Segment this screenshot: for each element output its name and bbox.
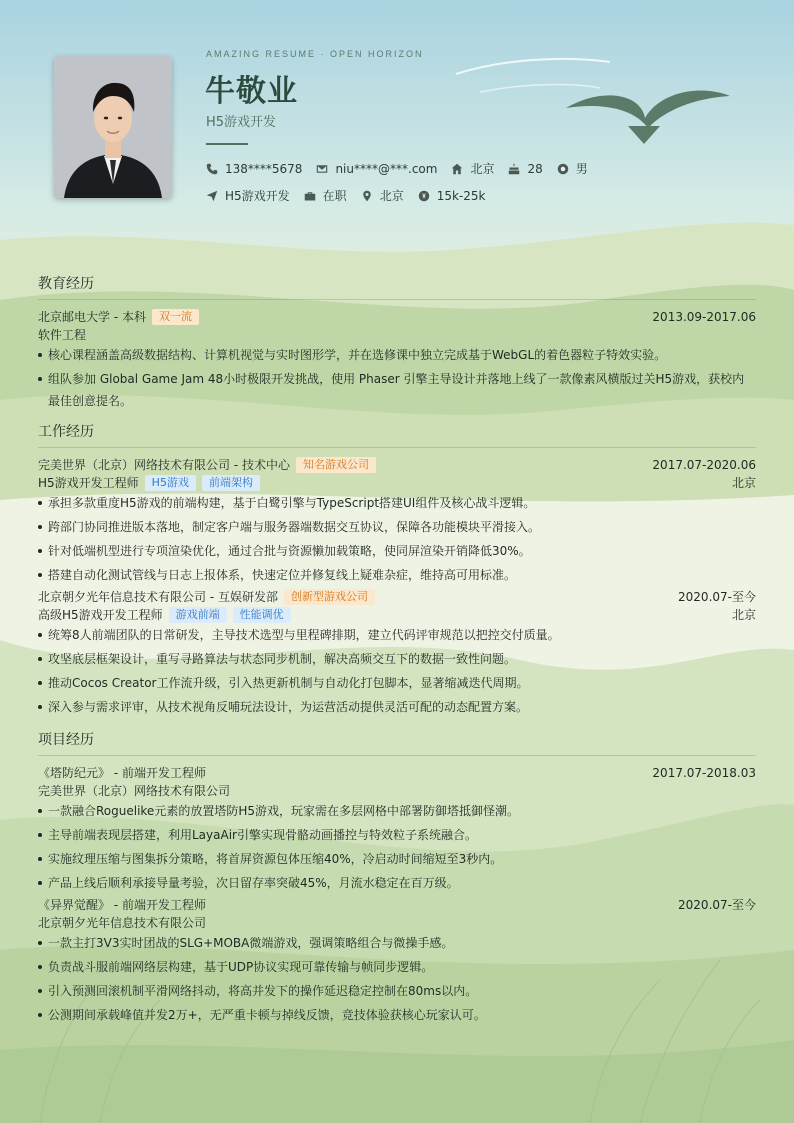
list-item: 引入预测回滚机制平滑网络抖动，将高并发下的操作延迟稳定控制在80ms以内。 — [38, 980, 756, 1002]
job-city: 北京 — [731, 476, 756, 490]
project-name: 《异界觉醒》 - 前端开发工程师 — [38, 898, 206, 912]
project-name: 《塔防纪元》 - 前端开发工程师 — [38, 766, 206, 780]
project-bullets — [38, 932, 756, 1026]
projects-section — [38, 729, 756, 1028]
phone-text: 138****5678 — [225, 161, 303, 176]
home-icon — [451, 163, 463, 175]
job-tag: 游戏前端 — [169, 607, 227, 623]
project-company-line — [38, 782, 756, 800]
location-pin-icon — [361, 190, 373, 202]
education-section — [38, 273, 756, 414]
work-title: 工作经历 — [38, 421, 756, 448]
list-item: 搭建自动化测试管线与日志上报体系，快速定位并修复线上疑难杂症，维持高可用标准。 — [38, 564, 756, 586]
job-tag: 性能调优 — [233, 607, 291, 623]
contact-row-1 — [206, 160, 602, 177]
project-head — [38, 764, 756, 782]
phone-icon — [206, 163, 218, 175]
candidate-role: H5游戏开发 — [206, 115, 277, 130]
age-text: 28 — [527, 161, 543, 176]
education-entry-head — [38, 308, 756, 326]
project-head — [38, 896, 756, 914]
job-period: 2020.07-至今 — [678, 590, 756, 604]
list-item: 组队参加 Global Game Jam 48小时极限开发挑战，使用 Phaser 引擎主导设计并落地上线了一款像素风横版过关H5游戏，获校内最佳创意提名。 — [38, 368, 756, 412]
project-company: 完美世界（北京）网络技术有限公司 — [38, 784, 231, 798]
job-head — [38, 588, 756, 606]
education-bullets — [38, 344, 756, 412]
list-item: 一款主打3V3实时团战的SLG+MOBA微端游戏，强调策略组合与微操手感。 — [38, 932, 756, 954]
job-intent-text: H5游戏开发 — [225, 189, 290, 203]
company-badge: 知名游戏公司 — [296, 457, 376, 473]
list-item: 核心课程涵盖高级数据结构、计算机视觉与实时图形学，并在选修课中独立完成基于WebGL的着色器粒子特效实验。 — [38, 344, 756, 366]
gender-info — [557, 160, 588, 177]
list-item: 负责战斗服前端网络层构建，基于UDP协议实现可靠传输与帧同步逻辑。 — [38, 956, 756, 978]
email-text: niu****@***.com — [335, 161, 438, 176]
gender-icon — [557, 163, 569, 175]
list-item: 攻坚底层框架设计，重写寻路算法与状态同步机制，解决高频交互下的数据一致性问题。 — [38, 648, 756, 670]
phone-info — [206, 162, 302, 176]
project-company-line — [38, 914, 756, 932]
mail-icon — [316, 163, 328, 175]
job-bullets — [38, 624, 756, 718]
project-bullets — [38, 800, 756, 894]
school-badge: 双一流 — [152, 309, 199, 325]
target-city-info — [361, 187, 404, 204]
company-name: 北京朝夕光年信息技术有限公司 - 互娱研发部 — [38, 590, 278, 604]
project-company: 北京朝夕光年信息技术有限公司 — [38, 916, 207, 930]
company-badge: 创新型游戏公司 — [284, 589, 375, 605]
money-icon — [418, 190, 430, 202]
major-name: 软件工程 — [38, 328, 87, 342]
project-entry — [38, 896, 756, 1026]
contact-row-2 — [206, 187, 499, 204]
list-item: 统筹8人前端团队的日常研发，主导技术选型与里程碑排期，建立代码评审规范以把控交付质量。 — [38, 624, 756, 646]
job-head — [38, 456, 756, 474]
education-title: 教育经历 — [38, 273, 756, 300]
email-info — [316, 162, 437, 176]
cake-icon — [508, 163, 520, 175]
job-city: 北京 — [731, 608, 756, 622]
job-position: H5游戏开发工程师 — [38, 476, 139, 490]
job-bullets — [38, 492, 756, 586]
resume-tagline: AMAZING RESUME · OPEN HORIZON — [206, 49, 424, 59]
job-tag: H5游戏 — [145, 475, 196, 491]
age-info — [508, 162, 542, 176]
job-position: 高级H5游戏开发工程师 — [38, 608, 163, 622]
project-period: 2017.07-2018.03 — [652, 766, 756, 780]
hometown-info — [451, 160, 494, 177]
list-item: 针对低端机型进行专项渲染优化，通过合批与资源懒加载策略，使同屏渲染开销降低30%。 — [38, 540, 756, 562]
job-position-line — [38, 606, 756, 624]
job-position-line — [38, 474, 756, 492]
salary-info — [418, 189, 486, 203]
hometown-text: 北京 — [470, 162, 495, 176]
school-name: 北京邮电大学 - 本科 — [38, 310, 146, 324]
gender-text: 男 — [575, 162, 588, 176]
briefcase-icon — [304, 190, 316, 202]
projects-title: 项目经历 — [38, 729, 756, 756]
list-item: 公测期间承载峰值并发2万+，无严重卡顿与掉线反馈，竞技体验获核心玩家认可。 — [38, 1004, 756, 1026]
target-city-text: 北京 — [379, 189, 404, 203]
salary-text: 15k-25k — [436, 188, 486, 203]
status-info — [304, 187, 347, 204]
list-item: 承担多款重度H5游戏的前端构建，基于白鹭引擎与TypeScript搭建UI组件及核心战斗逻辑。 — [38, 492, 756, 514]
job-period: 2017.07-2020.06 — [652, 458, 756, 472]
profile-photo — [54, 56, 172, 198]
job-entry — [38, 456, 756, 586]
project-period: 2020.07-至今 — [678, 898, 756, 912]
list-item: 深入参与需求评审，从技术视角反哺玩法设计，为运营活动提供灵活可配的动态配置方案。 — [38, 696, 756, 718]
candidate-name: 牛敬业 — [205, 74, 298, 109]
education-period: 2013.09-2017.06 — [652, 310, 756, 324]
job-entry — [38, 588, 756, 718]
list-item: 跨部门协同推进版本落地，制定客户端与服务器端数据交互协议，保障各功能模块平滑接入。 — [38, 516, 756, 538]
list-item: 产品上线后顺利承接导量考验，次日留存率突破45%，月流水稳定在百万级。 — [38, 872, 756, 894]
title-underline — [206, 143, 248, 145]
list-item: 主导前端表现层搭建，利用LayaAir引擎实现骨骼动画播控与特效粒子系统融合。 — [38, 824, 756, 846]
work-section — [38, 421, 756, 720]
status-text: 在职 — [322, 189, 347, 203]
send-icon — [206, 190, 218, 202]
major-line — [38, 326, 756, 344]
project-entry — [38, 764, 756, 894]
job-intent-info — [206, 187, 290, 204]
list-item: 一款融合Roguelike元素的放置塔防H5游戏，玩家需在多层网格中部署防御塔抵御怪潮。 — [38, 800, 756, 822]
job-tag: 前端架构 — [202, 475, 260, 491]
list-item: 推动Cocos Creator工作流升级，引入热更新机制与自动化打包脚本，显著缩减迭代周期。 — [38, 672, 756, 694]
company-name: 完美世界（北京）网络技术有限公司 - 技术中心 — [38, 458, 290, 472]
list-item: 实施纹理压缩与图集拆分策略，将首屏资源包体压缩40%，冷启动时间缩短至3秒内。 — [38, 848, 756, 870]
